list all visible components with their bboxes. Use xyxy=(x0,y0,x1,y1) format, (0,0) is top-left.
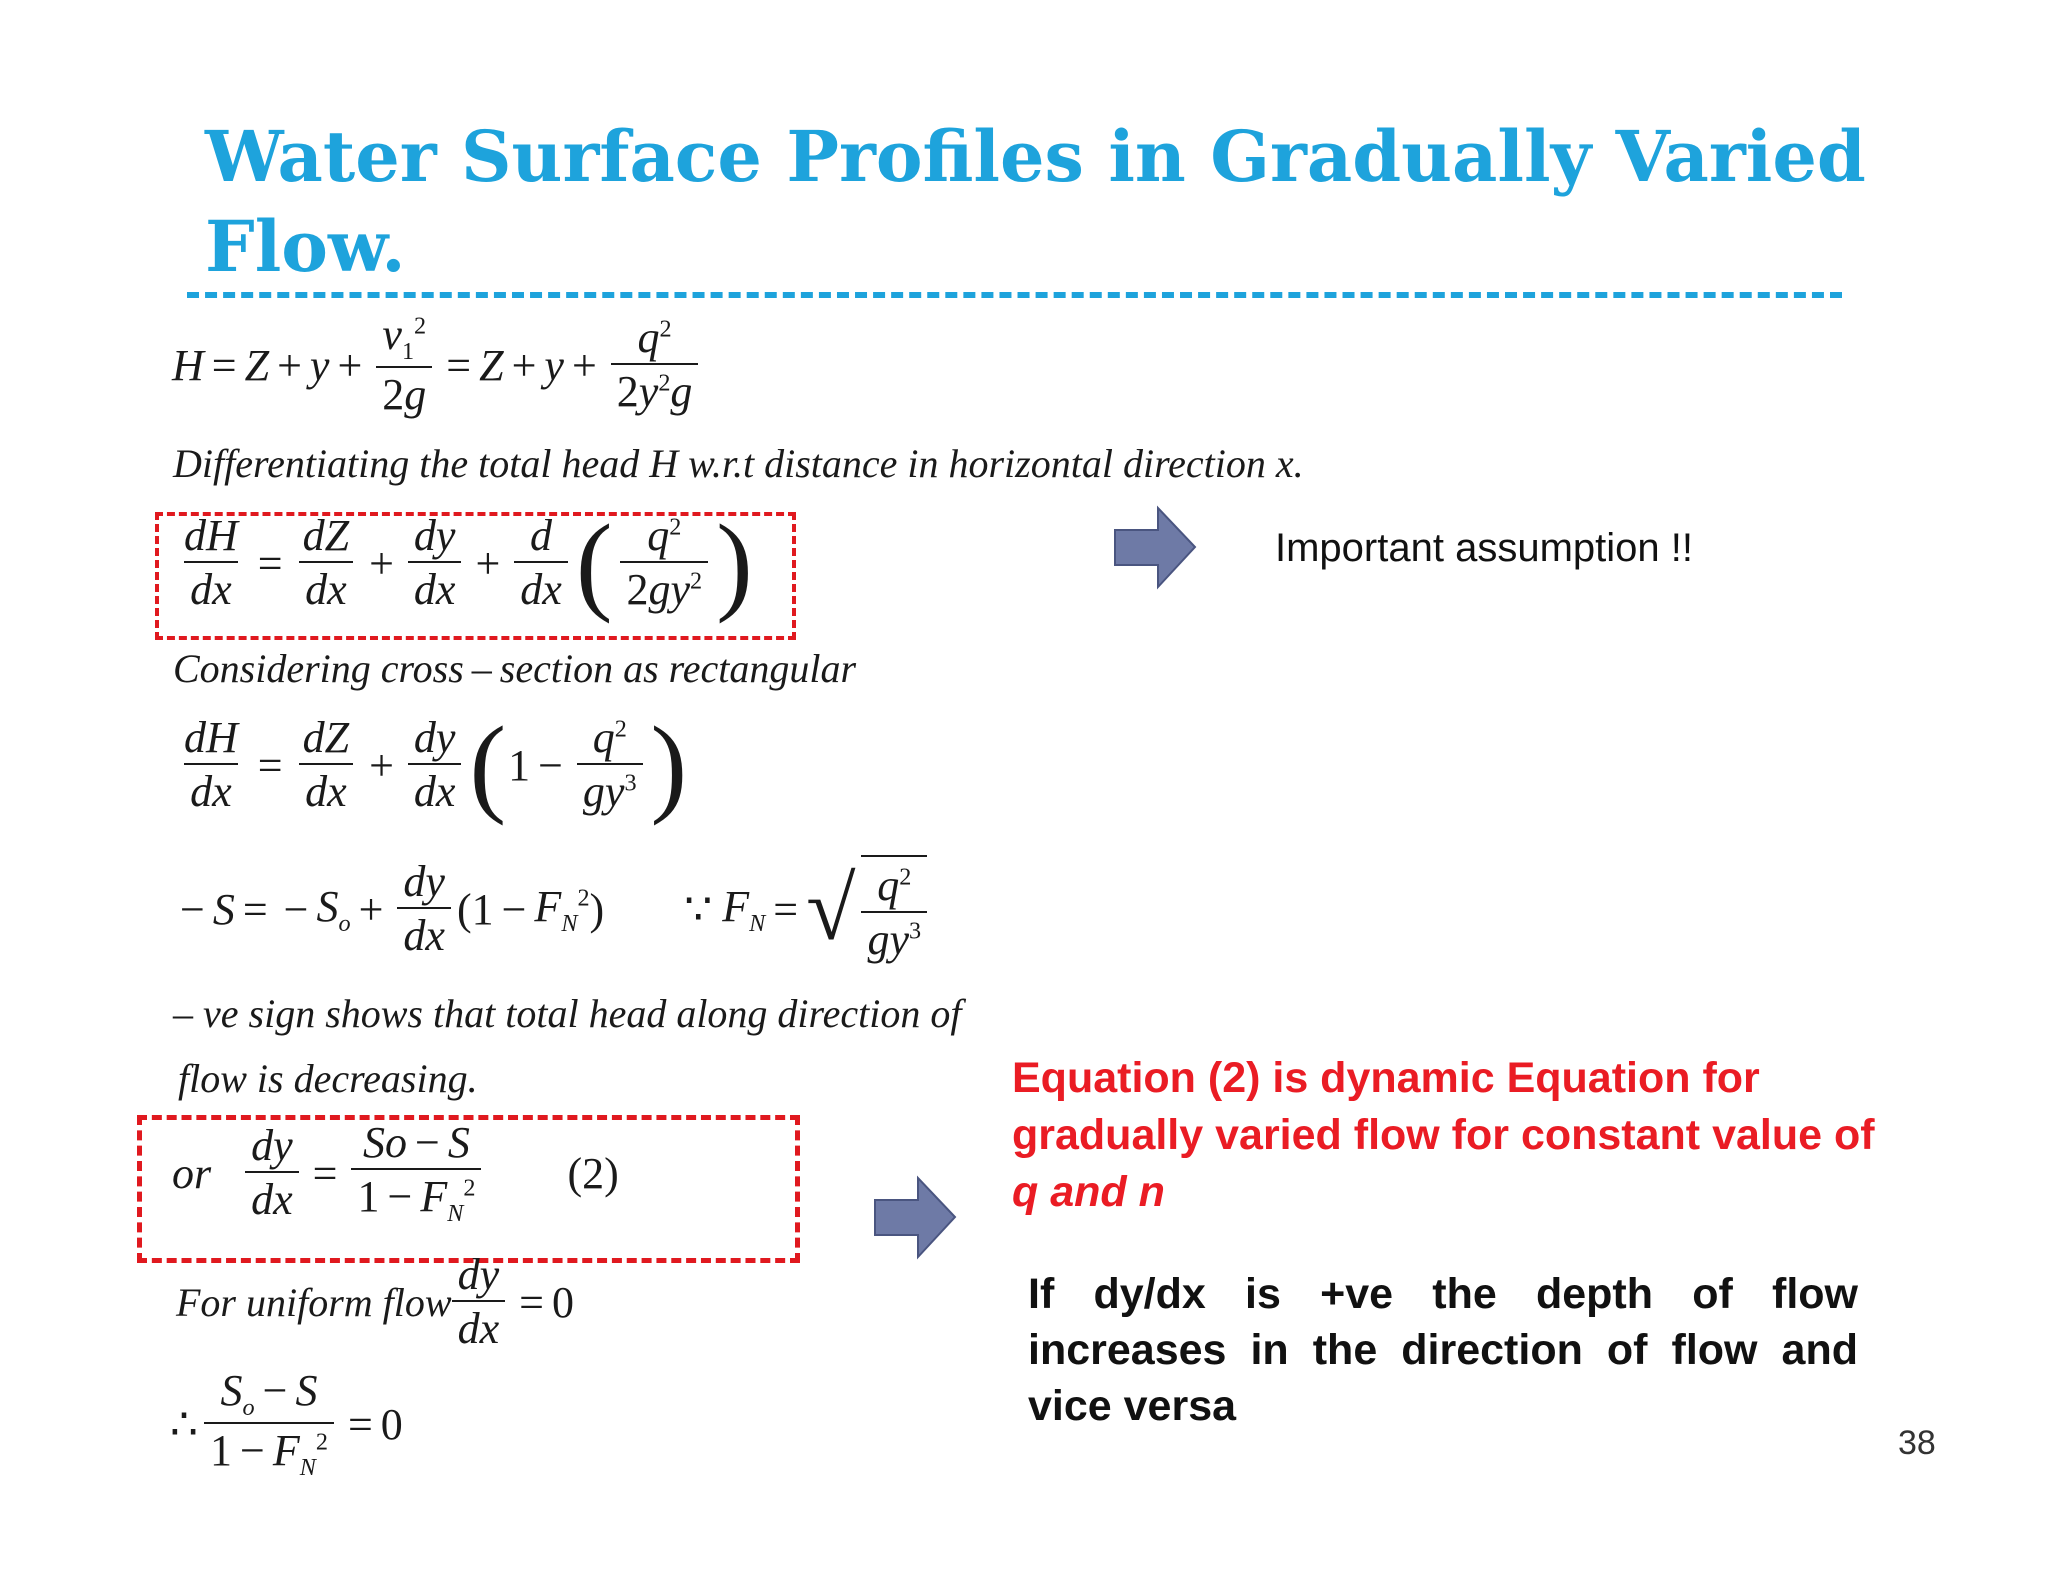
ve-sign-text-line1: – ve sign shows that total head along direction of xyxy=(173,991,962,1036)
uniform-flow-label: For uniform flow xyxy=(176,1279,452,1325)
title-divider xyxy=(187,292,1842,298)
dynamic-equation-note xyxy=(1012,1050,1912,1221)
rectangular-head-equation: $\frac{dH}{dx}$ = $\frac{dZ}{dx}$ + $\frac{dy}{dx}$ ( 1 − $\frac{q^2}{gy^3}$ ) xyxy=(184,704,688,826)
total-head-equation: H = Z + y + $\frac{v_1^2}{2g}$ = Z + y + $\frac{q^2}{2y^2g}$ xyxy=(172,312,704,418)
depth-of-flow-note: If dy/dx is +ve the depth of flow increases in the direction of flow and vice versa xyxy=(1028,1270,1858,1430)
page-number: 38 xyxy=(1898,1424,1936,1462)
slope-equation: − S = − $S_o$ + $\frac{dy}{dx}$ (1 − $F_N^2$ ) ∵ $F_N$ = √ $\frac{q^2}{gy^3}$ xyxy=(172,855,933,963)
uniform-flow-equation: For uniform flow $\frac{dy}{dx}$ = 0 xyxy=(176,1250,574,1354)
head-derivative-equation: $\frac{dH}{dx}$ = $\frac{dZ}{dx}$ + $\frac{dy}{dx}$ + $\frac{d}{dx}$ ( $\frac{q^2}{2gy^2}$ ) xyxy=(184,502,753,624)
differentiating-text: Differentiating the total head H w.r.t distance in horizontal direction x. xyxy=(173,441,1304,486)
dynamic-equation-note-italic: q and n xyxy=(1012,1168,1165,1216)
dynamic-equation-note-text: Equation (2) is dynamic Equation for gradually varied flow for constant value of xyxy=(1012,1054,1875,1159)
dynamic-equation: or $\frac{dy}{dx}$ = $\frac{So - S}{1 - F_N^2}$ (2) xyxy=(172,1118,619,1227)
uniform-flow-condition: ∴ $\frac{S_o - S}{1 - F_N^2}$ = 0 xyxy=(170,1366,403,1481)
or-label: or xyxy=(172,1148,212,1198)
slide-title: Water Surface Profiles in Gradually Varied Flow. xyxy=(205,115,1866,288)
equation-number: (2) xyxy=(567,1148,619,1198)
therefore-symbol: ∴ xyxy=(170,1399,198,1449)
arrow-right-icon xyxy=(873,1175,958,1260)
arrow-right-icon xyxy=(1113,505,1198,590)
ve-sign-text-line2: flow is decreasing. xyxy=(178,1056,478,1101)
important-assumption-note: Important assumption !! xyxy=(1275,526,1693,570)
considering-text: Considering cross – section as rectangular xyxy=(173,646,857,691)
